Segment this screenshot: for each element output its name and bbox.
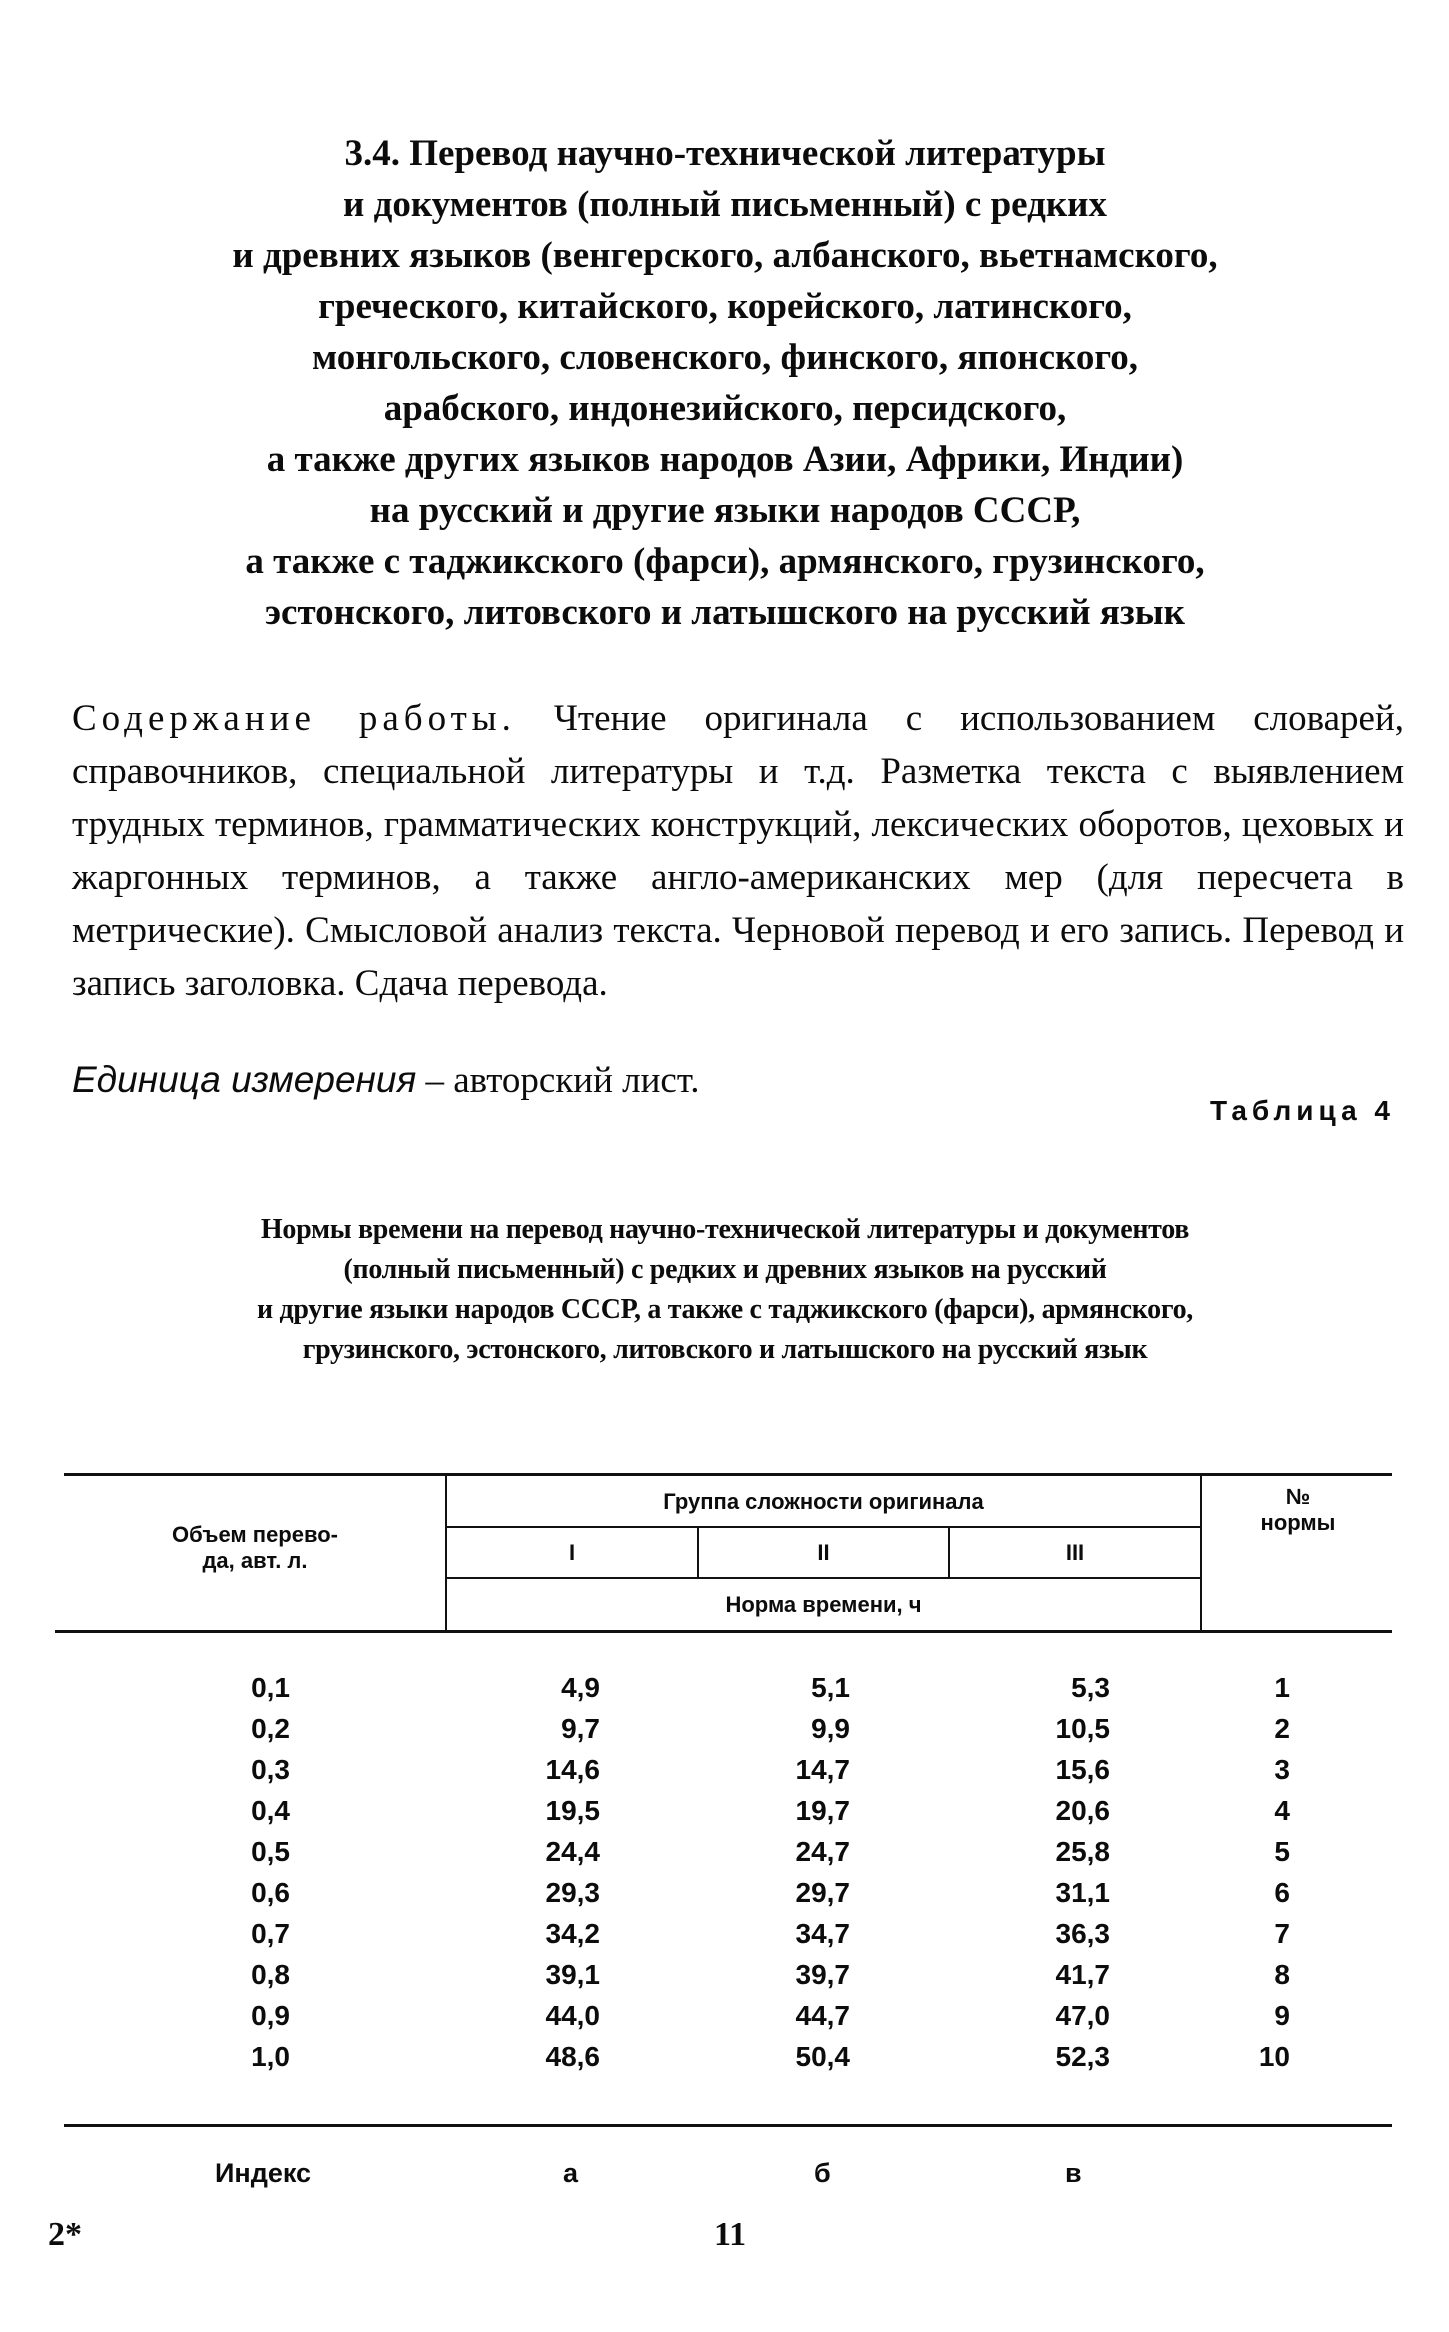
caption-line: и другие языки народов СССР, а также с таджикского (фарси), армянского, (257, 1294, 1193, 1325)
table-cell: 5 (1274, 1836, 1290, 1867)
title-line: арабского, индонезийского, персидского, (383, 388, 1067, 429)
table-cell: 34,7 (795, 1918, 850, 1949)
table-cell: 39,1 (545, 1959, 600, 1990)
measurement-unit (72, 1053, 699, 1107)
table-cell: 9,9 (811, 1713, 850, 1744)
table-cell: 34,2 (545, 1918, 600, 1949)
table-header-bottom-rule (55, 1630, 1392, 1633)
table-cell: 14,6 (545, 1754, 600, 1785)
table-cell: 8 (1274, 1959, 1290, 1990)
table-cell: 39,7 (795, 1959, 850, 1990)
table-cell: 31,1 (1055, 1877, 1110, 1908)
table-cell: 48,6 (545, 2041, 600, 2072)
header-hline-group (445, 1526, 1202, 1528)
table-top-rule (64, 1473, 1392, 1476)
caption-line: (полный письменный) с редких и древних языков на русский (343, 1254, 1107, 1285)
table-cell: 0,8 (251, 1959, 290, 1990)
table-cell: 9,7 (561, 1713, 600, 1744)
header-norm-no-line1: № (1285, 1484, 1311, 1509)
index-b: б (814, 2158, 831, 2188)
table-cell: 25,8 (1055, 1836, 1110, 1867)
title-line: монгольского, словенского, финского, японского, (312, 337, 1138, 378)
table-cell: 4,9 (561, 1672, 600, 1703)
table-cell: 47,0 (1055, 2000, 1110, 2031)
table-cell: 19,5 (545, 1795, 600, 1826)
table-cell: 0,5 (251, 1836, 290, 1867)
table-cell: 6 (1274, 1877, 1290, 1908)
table-cell: 0,7 (251, 1918, 290, 1949)
header-complexity-group: Группа сложности оригинала (663, 1489, 984, 1514)
title-line: а также с таджикского (фарси), армянского, грузинского, (245, 541, 1205, 582)
index-label: Индекс (215, 2158, 312, 2188)
header-group-3: III (1065, 1540, 1085, 1565)
title-line: на русский и другие языки народов СССР, (369, 490, 1081, 531)
column-group-3 (1000, 1667, 1110, 2077)
title-line: и древних языков (венгерского, албанского, вьетнамского, (232, 235, 1218, 276)
table-cell: 0,2 (251, 1713, 290, 1744)
table-cell: 5,3 (1071, 1672, 1110, 1703)
table-cell: 4 (1274, 1795, 1290, 1826)
title-line: греческого, китайского, корейского, латинского, (318, 286, 1132, 327)
table-cell: 24,7 (795, 1836, 850, 1867)
caption-line: грузинского, эстонского, литовского и латышского на русский язык (302, 1334, 1148, 1365)
section-title (150, 128, 1300, 638)
table-cell: 3 (1274, 1754, 1290, 1785)
table-cell: 5,1 (811, 1672, 850, 1703)
table-cell: 9 (1274, 2000, 1290, 2031)
table-cell: 19,7 (795, 1795, 850, 1826)
table-cell: 44,7 (795, 2000, 850, 2031)
work-content-paragraph (72, 692, 1404, 1010)
table-cell: 1 (1274, 1672, 1290, 1703)
title-line: эстонского, литовского и латышского на русский язык (265, 592, 1185, 633)
table-cell: 20,6 (1055, 1795, 1110, 1826)
column-group-1 (500, 1667, 600, 2077)
table-cell: 24,4 (545, 1836, 600, 1867)
header-vline-right (1200, 1473, 1202, 1632)
index-c: в (1065, 2158, 1082, 2188)
table-bottom-rule (64, 2124, 1392, 2127)
caption-line: Нормы времени на перевод научно-технической литературы и документов (260, 1214, 1190, 1245)
column-norm-number (1230, 1667, 1290, 2077)
column-group-2 (750, 1667, 850, 2077)
header-volume (70, 1522, 440, 1574)
table-cell: 50,4 (795, 2041, 850, 2072)
table-label: Таблица 4 (1209, 1095, 1395, 1126)
work-content-lead: Содержание работы. (72, 698, 516, 739)
table-cell: 15,6 (1055, 1754, 1110, 1785)
table-caption (150, 1210, 1300, 1370)
column-volume (200, 1667, 290, 2077)
table-cell: 0,3 (251, 1754, 290, 1785)
table-cell: 0,4 (251, 1795, 290, 1826)
table-cell: 10,5 (1055, 1713, 1110, 1744)
page-number: 11 (714, 2216, 747, 2253)
table-cell: 29,7 (795, 1877, 850, 1908)
table-cell: 7 (1274, 1918, 1290, 1949)
table-cell: 1,0 (251, 2041, 290, 2072)
table-cell: 52,3 (1055, 2041, 1110, 2072)
header-volume-line1: Объем перево- (172, 1522, 338, 1547)
table-cell: 0,6 (251, 1877, 290, 1908)
title-line: а также других языков народов Азии, Африки, Индии) (266, 439, 1184, 480)
header-volume-line2: да, авт. л. (202, 1548, 308, 1573)
unit-label: Единица измерения (72, 1059, 417, 1100)
table-cell: 41,7 (1055, 1959, 1110, 1990)
header-norm-number (1203, 1484, 1393, 1536)
header-norm-time: Норма времени, ч (725, 1592, 922, 1617)
title-line: 3.4. Перевод научно-технической литературы (344, 133, 1106, 174)
index-a: а (563, 2158, 579, 2188)
title-line: и документов (полный письменный) с редких (343, 184, 1107, 225)
work-content-text: Чтение оригинала с использованием словарей, справочников, специальной литературы и т.д. Разметка текста с выявлением трудных терминов, грамматических конструкций, лексических оборотов, цеховых и жаргонных терминов, а также англо-американских мер (для пересчета в метрические). Смысловой анализ текста. Черновой перевод и его запись. Перевод и запись заголовка. Сдача перевода. (72, 698, 1404, 1004)
table-cell: 36,3 (1055, 1918, 1110, 1949)
header-norm-no-line2: нормы (1260, 1510, 1336, 1535)
table-cell: 0,9 (251, 2000, 290, 2031)
header-hline-groups (445, 1577, 1202, 1579)
table-cell: 44,0 (545, 2000, 600, 2031)
table-cell: 0,1 (251, 1672, 290, 1703)
signature-mark: 2* (48, 2216, 82, 2253)
table-cell: 29,3 (545, 1877, 600, 1908)
unit-value: – авторский лист. (425, 1060, 700, 1101)
table-cell: 14,7 (795, 1754, 850, 1785)
header-group-1: I (568, 1540, 576, 1565)
table-cell: 2 (1274, 1713, 1290, 1744)
header-group-2: II (817, 1540, 830, 1565)
table-cell: 10 (1258, 2041, 1290, 2072)
